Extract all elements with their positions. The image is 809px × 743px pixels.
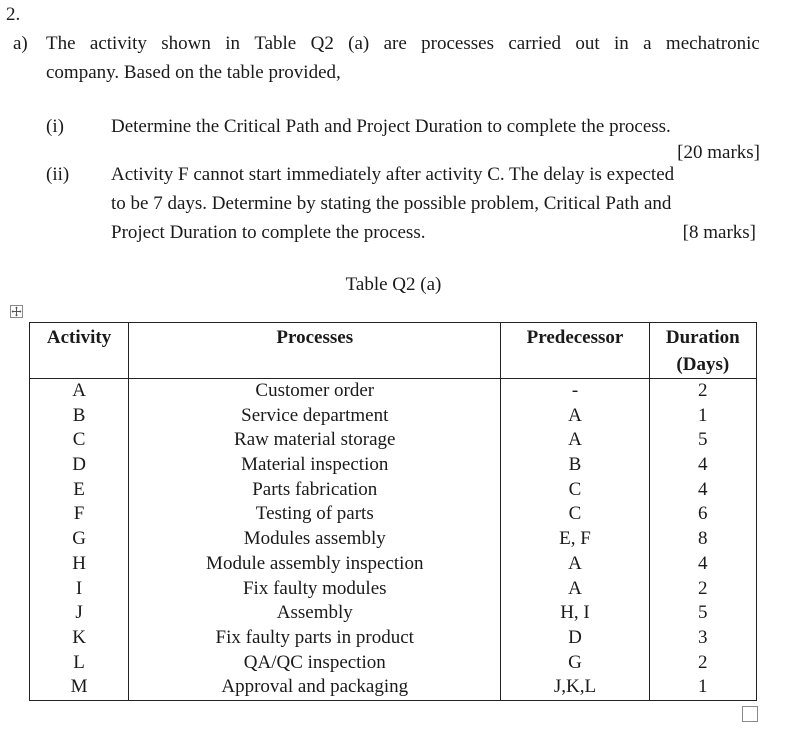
table-row <box>30 478 757 503</box>
cell-predecessor: E, F <box>501 527 649 552</box>
cell-duration: 5 <box>649 428 756 453</box>
part-label: a) <box>13 33 28 54</box>
cell-predecessor: A <box>501 577 649 602</box>
cell-process: QA/QC inspection <box>129 651 501 676</box>
cell-activity: D <box>30 453 129 478</box>
cell-duration: 4 <box>649 453 756 478</box>
cell-activity: C <box>30 428 129 453</box>
intro-word: (a) <box>348 33 370 54</box>
intro-word: out <box>575 33 600 54</box>
subquestion-i-number: (i) <box>46 116 64 137</box>
cell-process: Material inspection <box>129 453 501 478</box>
table-row <box>30 453 757 478</box>
header-activity: Activity <box>30 323 129 379</box>
cell-process: Modules assembly <box>129 527 501 552</box>
subquestion-ii-number: (ii) <box>46 164 70 185</box>
subquestion-ii-line-2: to be 7 days. Determine by stating the possible problem, Critical Path and <box>111 193 672 214</box>
intro-word: are <box>383 33 407 54</box>
table-row <box>30 601 757 626</box>
cell-duration: 2 <box>649 577 756 602</box>
cell-predecessor: J,K,L <box>501 675 649 700</box>
cell-activity: M <box>30 675 129 700</box>
table-row <box>30 428 757 453</box>
cell-process: Raw material storage <box>129 428 501 453</box>
cell-activity: F <box>30 502 129 527</box>
intro-word: Q2 <box>310 33 334 54</box>
cell-process: Fix faulty modules <box>129 577 501 602</box>
subquestion-ii-line-1: Activity F cannot start immediately after activity C. The delay is expected <box>111 164 675 185</box>
intro-word: activity <box>89 33 147 54</box>
cell-process: Testing of parts <box>129 502 501 527</box>
cell-activity: K <box>30 626 129 651</box>
intro-word: in <box>225 33 240 54</box>
table-row <box>30 651 757 676</box>
cell-duration: 6 <box>649 502 756 527</box>
cell-duration: 1 <box>649 404 756 429</box>
table-row <box>30 675 757 700</box>
cell-predecessor: C <box>501 478 649 503</box>
table-row <box>30 527 757 552</box>
cell-process: Service department <box>129 404 501 429</box>
table-header-row <box>30 323 757 379</box>
cell-duration: 1 <box>649 675 756 700</box>
subquestion-ii-line-3: Project Duration to complete the process. <box>111 222 426 243</box>
resize-square-icon[interactable] <box>742 706 758 722</box>
intro-word: in <box>614 33 629 54</box>
cell-activity: G <box>30 527 129 552</box>
subquestion-ii-marks: [8 marks] <box>682 222 756 243</box>
header-duration-line2: (Days) <box>676 354 730 375</box>
cell-duration: 3 <box>649 626 756 651</box>
cell-process: Module assembly inspection <box>129 552 501 577</box>
table-row <box>30 577 757 602</box>
cell-predecessor: H, I <box>501 601 649 626</box>
header-predecessor: Predecessor <box>501 323 649 379</box>
table-row <box>30 626 757 651</box>
cell-activity: A <box>30 379 129 404</box>
cell-predecessor: C <box>501 502 649 527</box>
table-row <box>30 502 757 527</box>
cell-process: Approval and packaging <box>129 675 501 700</box>
header-duration <box>649 323 756 379</box>
intro-word: The <box>46 33 76 54</box>
cell-activity: L <box>30 651 129 676</box>
table-row <box>30 404 757 429</box>
subquestion-i-text: Determine the Critical Path and Project Duration to complete the process. <box>111 116 671 137</box>
cell-activity: E <box>30 478 129 503</box>
cell-duration: 8 <box>649 527 756 552</box>
cell-predecessor: - <box>501 379 649 404</box>
cell-duration: 5 <box>649 601 756 626</box>
intro-word: Table <box>254 33 297 54</box>
cell-duration: 2 <box>649 651 756 676</box>
cell-process: Assembly <box>129 601 501 626</box>
cell-duration: 2 <box>649 379 756 404</box>
cell-activity: H <box>30 552 129 577</box>
cell-process: Parts fabrication <box>129 478 501 503</box>
header-processes: Processes <box>129 323 501 379</box>
cell-predecessor: G <box>501 651 649 676</box>
cell-predecessor: A <box>501 428 649 453</box>
cell-predecessor: D <box>501 626 649 651</box>
intro-word: processes <box>421 33 494 54</box>
table-caption: Table Q2 (a) <box>345 274 442 295</box>
activities-table <box>29 322 757 701</box>
table-row <box>30 379 757 404</box>
intro-line-2: company. Based on the table provided, <box>46 62 341 83</box>
cell-activity: J <box>30 601 129 626</box>
cell-predecessor: A <box>501 552 649 577</box>
question-number: 2. <box>6 4 21 25</box>
subquestion-i-marks: [20 marks] <box>677 142 760 163</box>
cell-duration: 4 <box>649 478 756 503</box>
move-cross-icon[interactable] <box>10 305 23 318</box>
cell-predecessor: A <box>501 404 649 429</box>
cell-predecessor: B <box>501 453 649 478</box>
cell-process: Fix faulty parts in product <box>129 626 501 651</box>
cell-activity: B <box>30 404 129 429</box>
intro-word: a <box>643 33 652 54</box>
header-duration-line1: Duration <box>665 327 740 348</box>
cell-activity: I <box>30 577 129 602</box>
cell-duration: 4 <box>649 552 756 577</box>
intro-word: carried <box>508 33 562 54</box>
intro-word: mechatronic <box>665 33 760 54</box>
table-row <box>30 552 757 577</box>
intro-line-1 <box>46 33 760 55</box>
cell-process: Customer order <box>129 379 501 404</box>
intro-word: shown <box>161 33 211 54</box>
